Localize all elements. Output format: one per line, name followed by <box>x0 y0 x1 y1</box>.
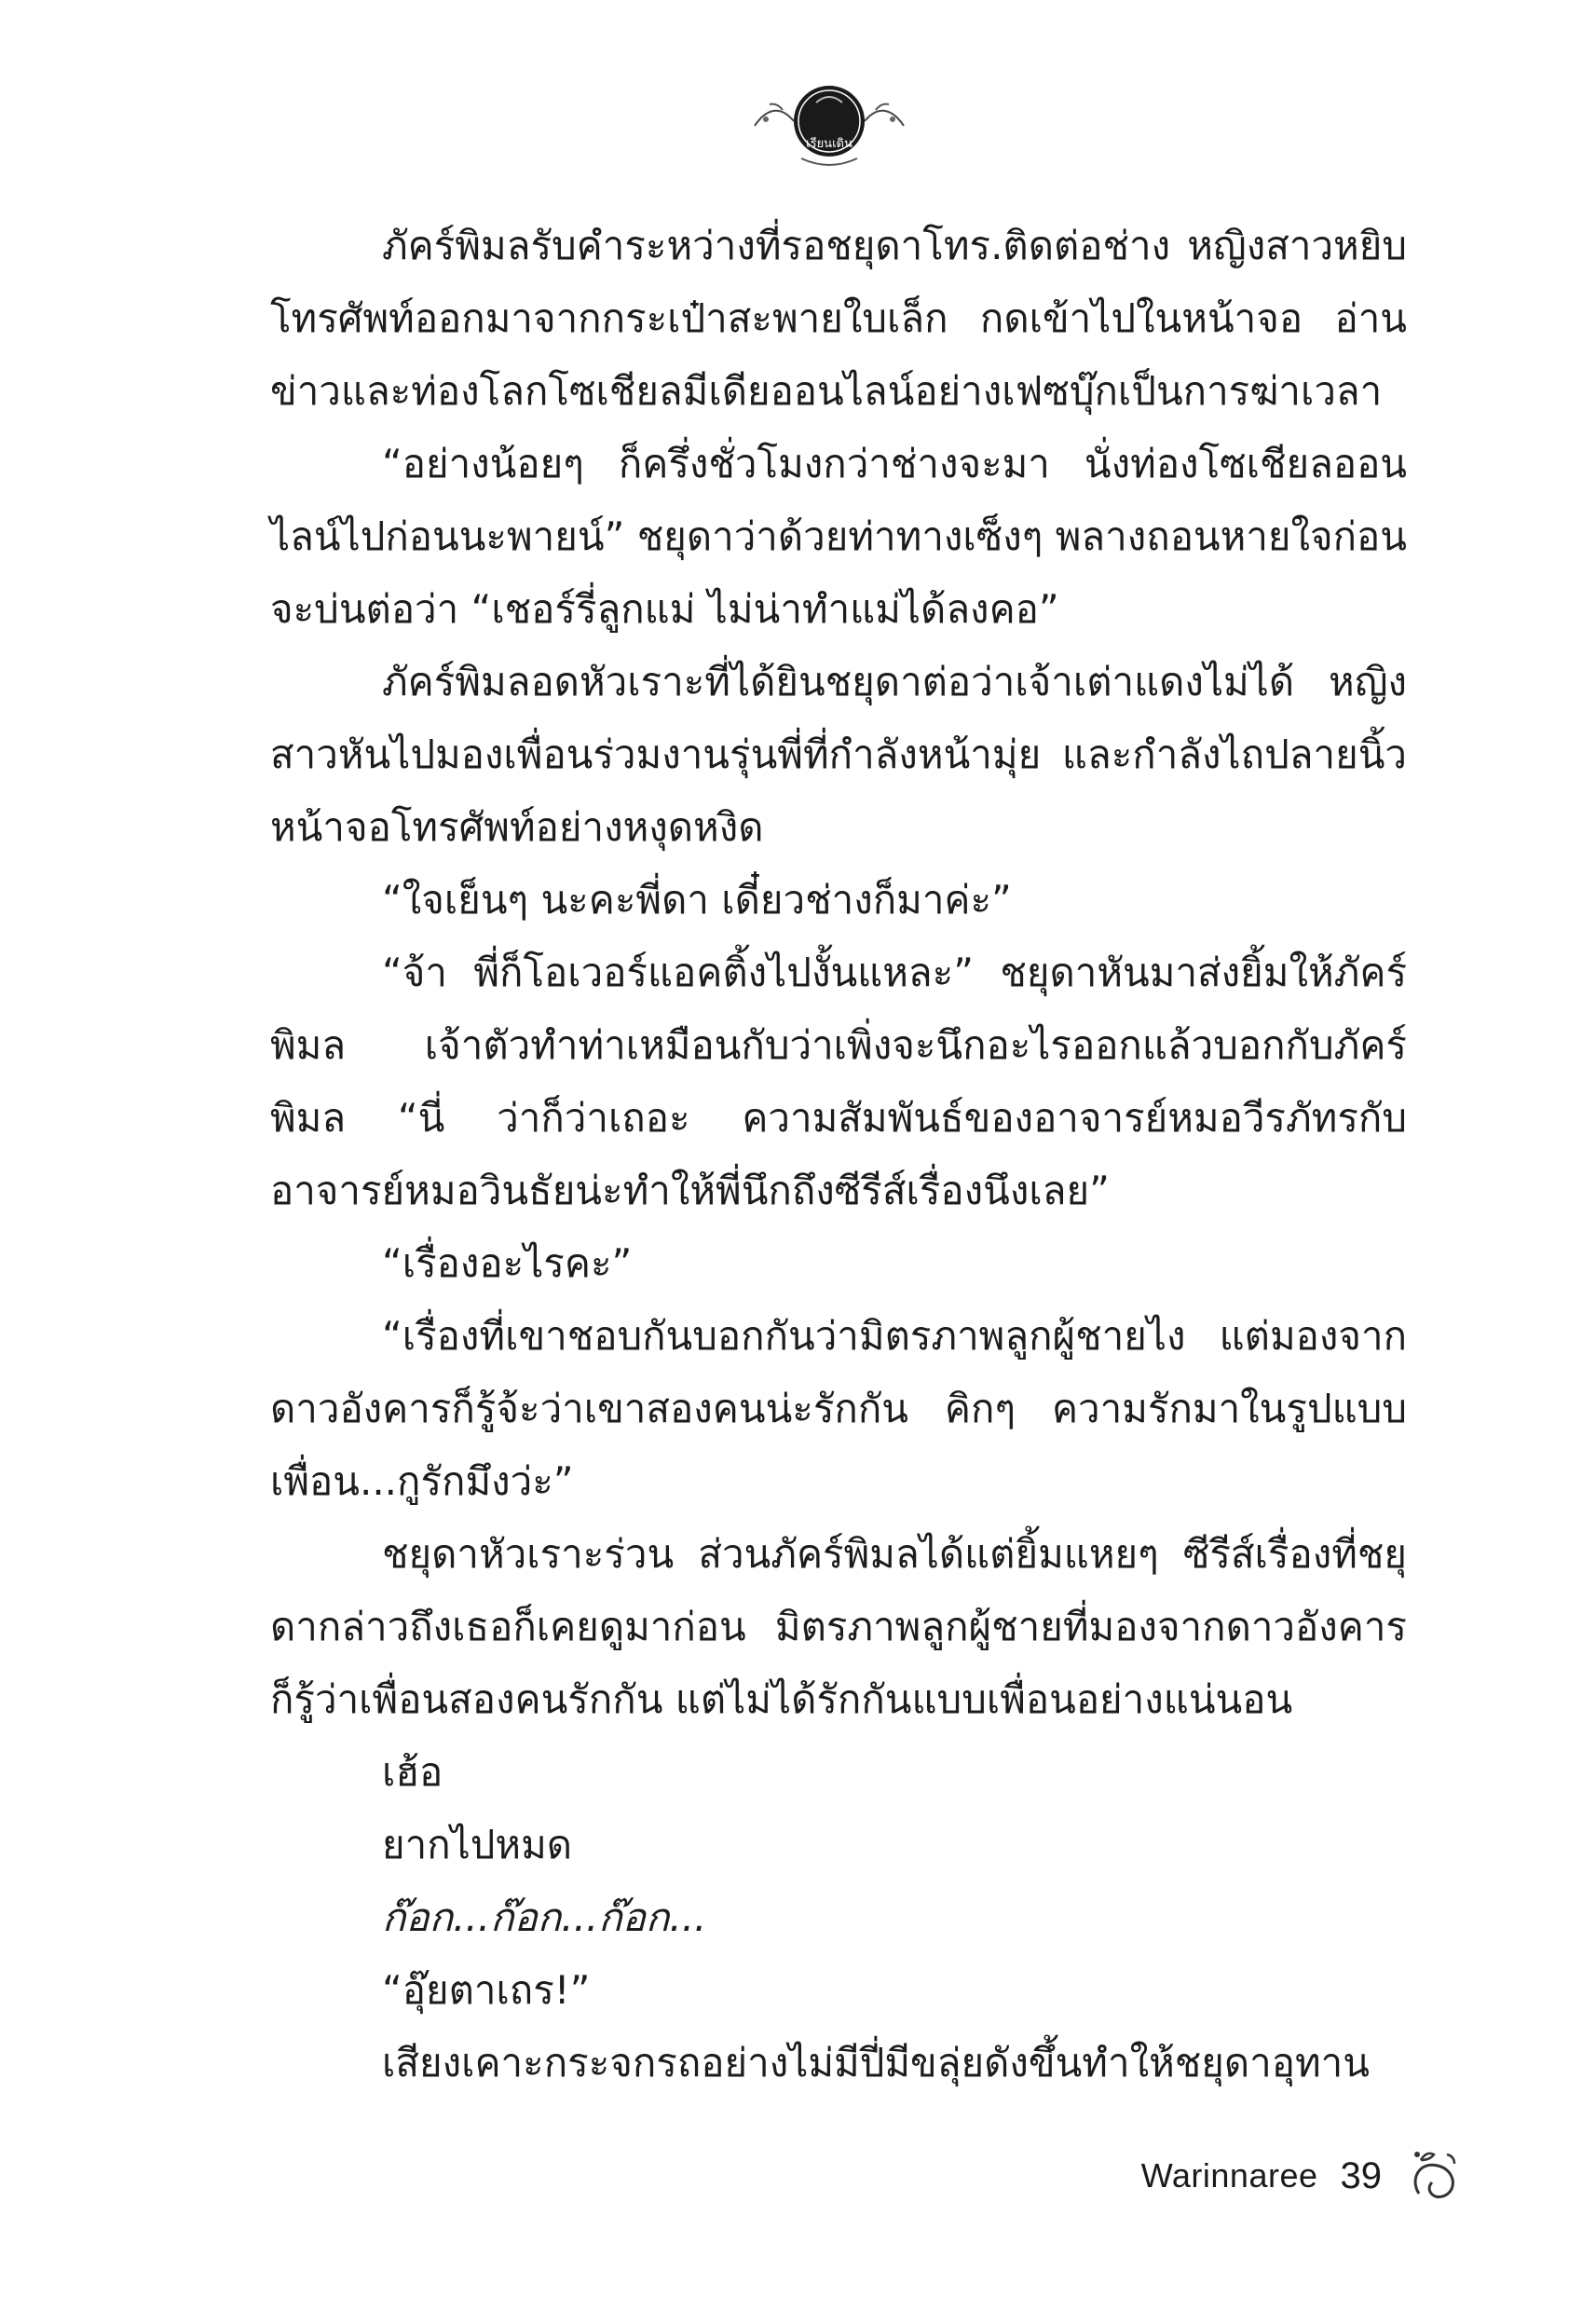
logo-text: เรียนเดิน <box>806 137 853 151</box>
paragraph: “อย่างน้อยๆ ก็ครึ่งชั่วโมงกว่าช่างจะมา นั่งท่องโซเชียลออนไลน์ไปก่อนนะพายน์” ชยุดาว่าด้วยท่าทางเซ็งๆ พลางถอนหายใจก่อนจะบ่นต่อว่า “เชอร์รี่ลูกแม่ ไม่น่าทำแม่ได้ลงคอ” <box>270 441 1407 632</box>
paragraph: ภัคร์พิมลอดหัวเราะที่ได้ยินชยุดาต่อว่าเจ้าเต่าแดงไม่ได้ หญิงสาวหันไปมองเพื่อนร่วมงานรุ่นพี่ที่กำลังหน้ามุ่ย และกำลังไถปลายนิ้วหน้าจอโทรศัพท์อย่างหงุดหงิด <box>270 659 1407 850</box>
paragraph: “เรื่องที่เขาชอบกันบอกกันว่ามิตรภาพลูกผู้ชายไง แต่มองจากดาวอังคารก็รู้จ้ะว่าเขาสองคนน่ะรักกัน คิกๆ ความรักมาในรูปแบบเพื่อน...กูรักมึงว่ะ” <box>270 1313 1407 1504</box>
paragraph: เสียงเคาะกระจกรถอย่างไม่มีปี่มีขลุ่ยดังขึ้นทำให้ชยุดาอุทาน <box>382 2040 1370 2085</box>
swirl-flourish-icon <box>1400 2138 1475 2212</box>
author-name: Warinnaree <box>1140 2156 1318 2195</box>
page-number: 39 <box>1340 2154 1382 2196</box>
page-footer <box>1141 2143 1382 2208</box>
paragraph: ภัคร์พิมลรับคำระหว่างที่รอชยุดาโทร.ติดต่อช่าง หญิงสาวหยิบโทรศัพท์ออกมาจากกระเป๋าสะพายใบเล็ก กดเข้าไปในหน้าจอ อ่านข่าวและท่องโลกโซเชียลมีเดียออนไลน์อย่างเฟซบุ๊กเป็นการฆ่าเวลา <box>270 223 1407 414</box>
paragraph: “เรื่องอะไรคะ” <box>382 1240 633 1286</box>
paragraph: เฮ้อ <box>382 1749 443 1795</box>
paragraph-italic: ก๊อก...ก๊อก...ก๊อก... <box>382 1894 707 1940</box>
paragraph: “อุ๊ยตาเถร!” <box>382 1967 591 2013</box>
body-text <box>270 210 1407 2099</box>
paragraph: “ใจเย็นๆ นะคะพี่ดา เดี๋ยวช่างก็มาค่ะ” <box>382 877 1012 923</box>
paragraph: “จ้า พี่ก็โอเวอร์แอคติ้งไปงั้นแหละ” ชยุดาหันมาส่งยิ้มให้ภัคร์พิมล เจ้าตัวทำท่าเหมือนกับว่าเพิ่งจะนึกอะไรออกแล้วบอกกับภัคร์พิมล “นี่ ว่าก็ว่าเถอะ ความสัมพันธ์ของอาจารย์หมอวีรภัทรกับอาจารย์หมอวินธัยน่ะทำให้พี่นึกถึงซีรีส์เรื่องนึงเลย” <box>270 950 1407 1213</box>
header-logo <box>745 65 913 177</box>
circular-vine-emblem-icon <box>745 65 913 177</box>
paragraph: ชยุดาหัวเราะร่วน ส่วนภัคร์พิมลได้แต่ยิ้มแหยๆ ซีรีส์เรื่องที่ชยุดากล่าวถึงเธอก็เคยดูมาก่อน มิตรภาพลูกผู้ชายที่มองจากดาวอังคารก็รู้ว่าเพื่อนสองคนรักกัน แต่ไม่ได้รักกันแบบเพื่อนอย่างแน่นอน <box>270 1531 1407 1722</box>
paragraph: ยากไปหมด <box>382 1822 573 1867</box>
